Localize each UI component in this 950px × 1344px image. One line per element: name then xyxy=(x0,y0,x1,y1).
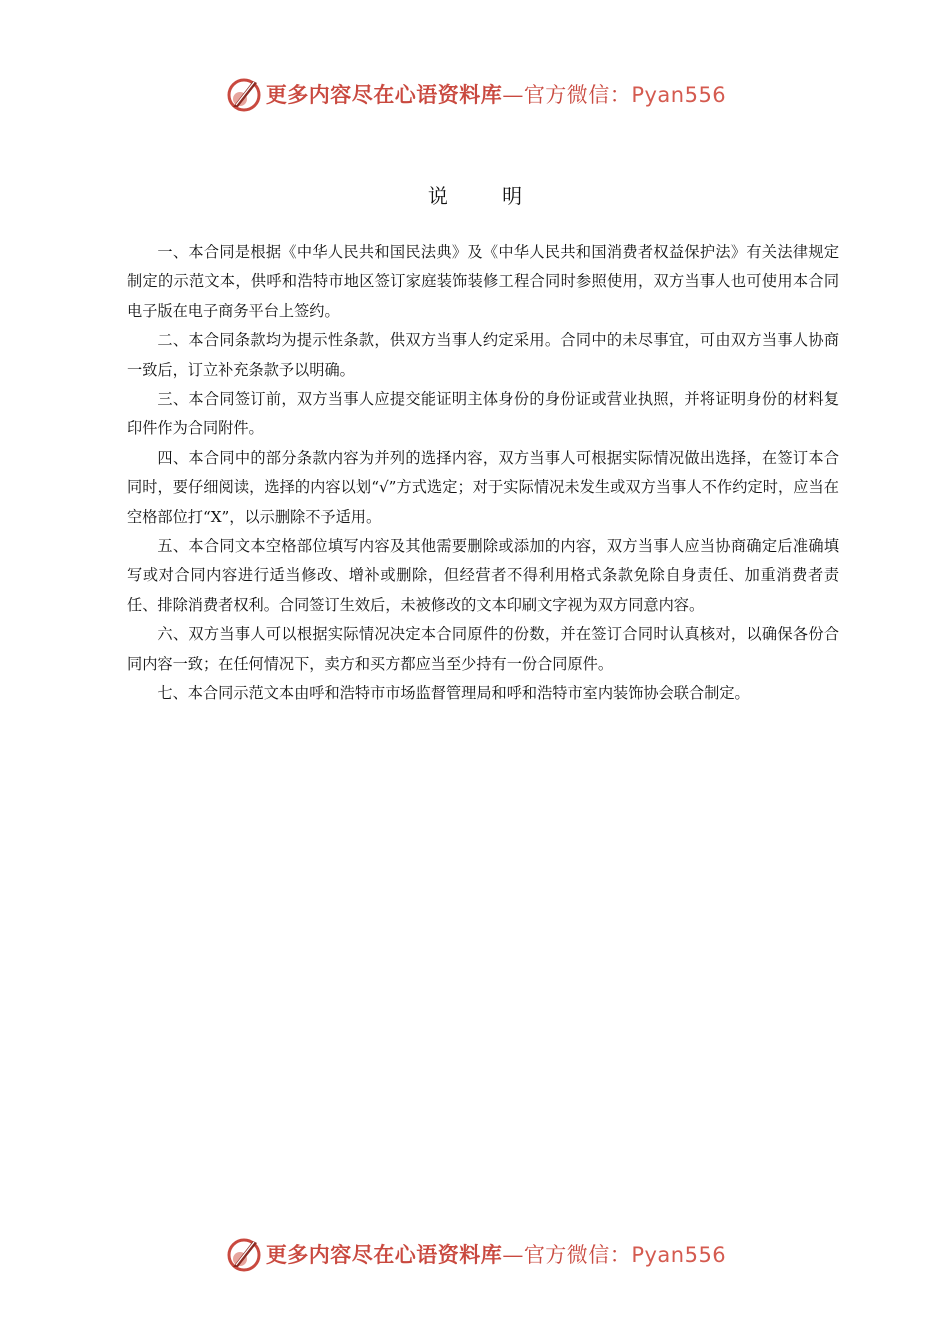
document-body xyxy=(127,238,839,709)
watermark-wechat-id: Pyan556 xyxy=(631,1243,727,1267)
paragraph-2: 二、本合同条款均为提示性条款，供双方当事人约定采用。合同中的未尽事宜，可由双方当事人协商一致后，订立补充条款予以明确。 xyxy=(127,331,839,379)
watermark-wechat-label: 官方微信： xyxy=(523,83,632,107)
watermark-text xyxy=(266,79,726,109)
watermark-dash: — xyxy=(502,1243,524,1267)
paragraph-6: 六、双方当事人可以根据实际情况决定本合同原件的份数，并在签订合同时认真核对，以确保各份合同内容一致；在任何情况下，卖方和买方都应当至少持有一份合同原件。 xyxy=(127,625,839,673)
watermark-site-name: 更多内容尽在心语资料库 xyxy=(265,82,503,107)
watermark-wechat-label: 官方微信： xyxy=(523,1243,632,1267)
watermark-text xyxy=(266,1239,726,1269)
paragraph-4: 四、本合同中的部分条款内容为并列的选择内容，双方当事人可根据实际情况做出选择，在签订本合同时，要仔细阅读，选择的内容以划“√”方式选定；对于实际情况未发生或双方当事人不作约定时，应当在空格部位打“X”，以示删除不予适用。 xyxy=(127,448,839,526)
quill-logo-icon xyxy=(224,74,264,114)
watermark-wechat-id: Pyan556 xyxy=(631,83,727,107)
watermark-site-name: 更多内容尽在心语资料库 xyxy=(265,1242,503,1267)
paragraph-7: 七、本合同示范文本由呼和浩特市市场监督管理局和呼和浩特市室内装饰协会联合制定。 xyxy=(157,684,750,703)
paragraph-5: 五、本合同文本空格部位填写内容及其他需要删除或添加的内容，双方当事人应当协商确定后准确填写或对合同内容进行适当修改、增补或删除，但经营者不得利用格式条款免除自身责任、加重消费者责任、排除消费者权利。合同签订生效后，未被修改的文本印刷文字视为双方同意内容。 xyxy=(127,537,839,614)
watermark-dash: — xyxy=(502,83,524,107)
paragraph-1: 一、本合同是根据《中华人民共和国民法典》及《中华人民共和国消费者权益保护法》有关法律规定制定的示范文本，供呼和浩特市地区签订家庭装饰装修工程合同时参照使用，双方当事人也可使用本合同电子版在电子商务平台上签约。 xyxy=(127,243,839,320)
page-title: 说 明 xyxy=(427,184,547,208)
footer-watermark xyxy=(0,1232,950,1276)
header-watermark xyxy=(0,72,950,116)
quill-logo-icon xyxy=(224,1234,264,1274)
paragraph-3: 三、本合同签订前，双方当事人应提交能证明主体身份的身份证或营业执照，并将证明身份的材料复印件作为合同附件。 xyxy=(127,390,839,438)
